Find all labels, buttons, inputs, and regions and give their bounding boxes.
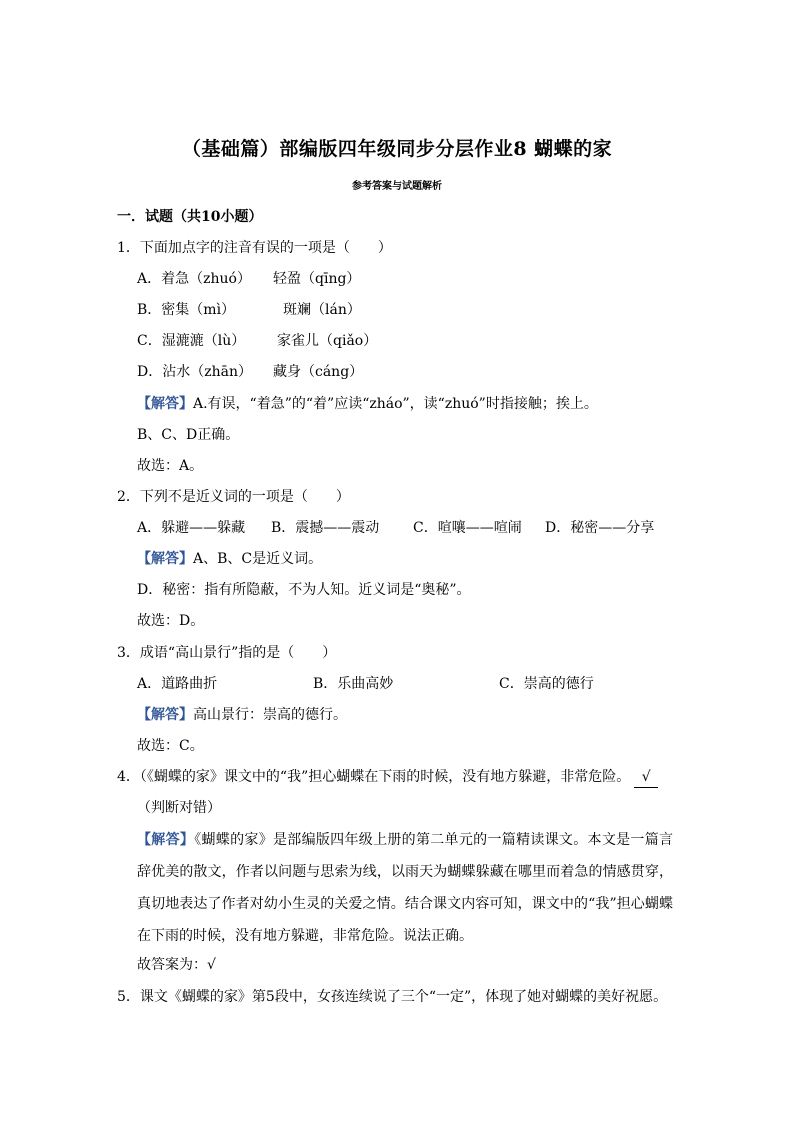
page-subtitle: 参考答案与试题解析 [352, 181, 442, 192]
q1-option-d [137, 362, 363, 382]
q4-stem [117, 767, 658, 788]
q3-option-c: C．崇高的德行 [499, 676, 594, 692]
q2-note: D．秘密：指有所隐蔽，不为人知。近义词是“奥秘”。 [137, 582, 471, 598]
q2-option-b: B．震撼——震动 [271, 520, 380, 536]
q1-jieda-label: 【解答】 [137, 396, 193, 412]
section-heading: 一．试题（共10小题） [117, 209, 263, 225]
q1-option-a-word2: 轻盈（qīng） [273, 271, 361, 287]
q1-option-c-word1: C．湿漉漉（lù） [137, 333, 246, 349]
page-title: （基础篇）部编版四年级同步分层作业8 蝴蝶的家 [181, 138, 613, 160]
q1-option-b-word1: B．密集（mì） [137, 302, 236, 318]
q3-jieda-label: 【解答】 [137, 707, 193, 723]
q1-option-c [137, 331, 377, 351]
q1-option-a [137, 269, 360, 289]
q2-options [137, 518, 654, 538]
q1-option-a-word1: A．着急（zhuó） [137, 271, 251, 287]
q4-type: （判断对错） [137, 800, 221, 816]
q2-analysis-text: A、B、C是近义词。 [193, 551, 323, 567]
q1-stem: 1．下面加点字的注音有误的一项是（ ） [117, 240, 392, 256]
q1-option-c-word2: 家雀儿（qiǎo） [277, 333, 378, 349]
q1-note: B、C、D正确。 [137, 427, 240, 443]
q1-choice: 故选：A。 [137, 458, 204, 474]
q1-option-b [137, 300, 361, 320]
q4-jieda-label: 【解答】 [137, 832, 195, 848]
q1-option-b-word2: 斑斓（lán） [283, 302, 361, 318]
q2-option-d: D．秘密——分享 [545, 520, 655, 536]
q4-answer: 故答案为：√ [137, 957, 216, 973]
q3-analysis-text: 高山景行：崇高的德行。 [193, 707, 347, 723]
q2-option-a: A．躲避——躲藏 [137, 520, 246, 536]
q2-choice: 故选：D。 [137, 613, 205, 629]
q3-options [137, 674, 594, 694]
q2-option-c: C．喧嚷——喧闹 [413, 520, 522, 536]
q3-option-b: B．乐曲高妙 [313, 676, 394, 692]
q3-stem: 3．成语“高山景行”指的是（ ） [117, 645, 337, 661]
q1-option-d-word2: 藏身（cáng） [273, 364, 364, 380]
q4-stem-text: 4．（《蝴蝶的家》课文中的“我”担心蝴蝶在下雨的时候，没有地方躲避，非常危险。 [117, 769, 631, 785]
q3-option-a: A．道路曲折 [137, 676, 218, 692]
q4-analysis-text: 《蝴蝶的家》是部编版四年级上册的第二单元的一篇精读课文。本文是一篇言辞优美的散文，作者以问题与思索为线，以雨天为蝴蝶躲藏在哪里而着急的情感贯穿，真切地表达了作者对幼小生灵的关爱之情。结合课文内容可知，课文中的“我”担心蝴蝶在下雨的时候，没有地方躲避，非常危险。说法正确。 [137, 832, 674, 944]
q3-analysis [137, 705, 347, 725]
q1-analysis-text: A.有误，“着急”的“着”应读“zháo”，读“zhuó”时指接触；挨上。 [193, 396, 598, 412]
q4-answer-blank: √ [634, 767, 658, 788]
q2-analysis [137, 549, 322, 569]
q3-choice: 故选：C。 [137, 738, 204, 754]
q4-analysis [137, 824, 673, 952]
q2-stem: 2．下列不是近义词的一项是（ ） [117, 489, 350, 505]
q2-jieda-label: 【解答】 [137, 551, 193, 567]
q1-analysis [137, 394, 598, 414]
q1-option-d-word1: D．沾水（zhān） [137, 364, 252, 380]
q5-stem: 5．课文《蝴蝶的家》第5段中，女孩连续说了三个“一定”，体现了她对蝴蝶的美好祝愿。 [117, 989, 668, 1005]
